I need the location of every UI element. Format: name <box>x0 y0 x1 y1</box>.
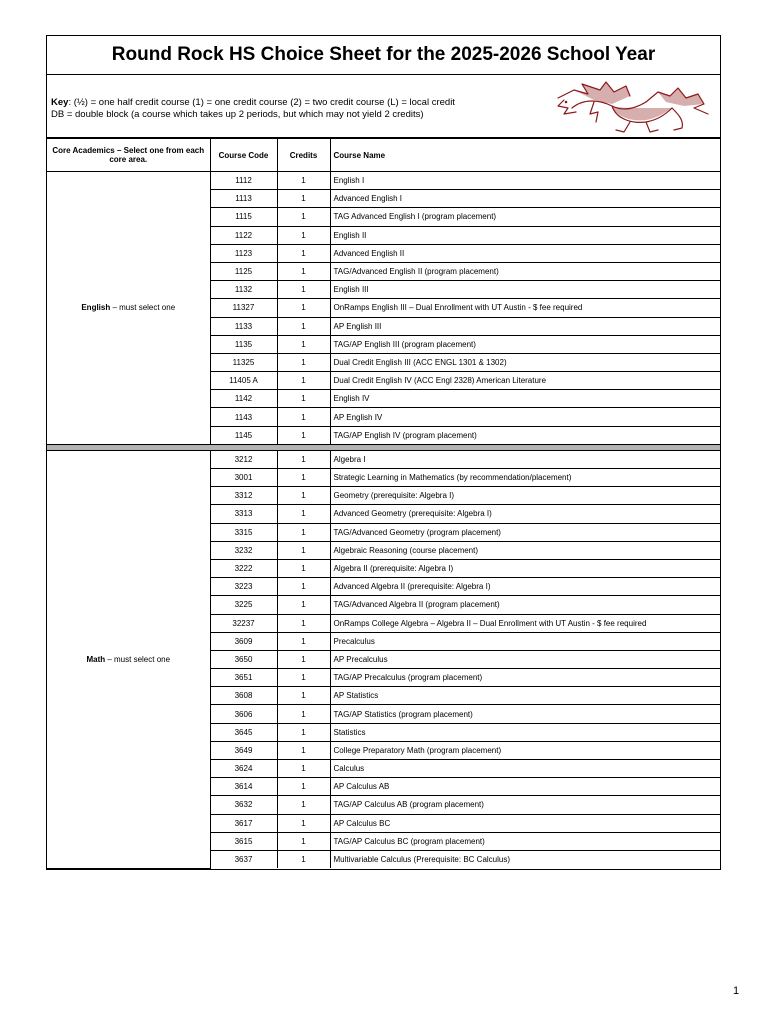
course-name: OnRamps English III – Dual Enrollment with UT Austin - $ fee required <box>330 299 720 317</box>
course-code: 3606 <box>210 705 277 723</box>
course-code: 3609 <box>210 632 277 650</box>
course-name: English IV <box>330 390 720 408</box>
course-code: 3212 <box>210 450 277 468</box>
course-name: Advanced English I <box>330 190 720 208</box>
course-code: 3615 <box>210 832 277 850</box>
course-code: 3312 <box>210 487 277 505</box>
course-name: TAG/Advanced Algebra II (program placement) <box>330 596 720 614</box>
course-name: Statistics <box>330 723 720 741</box>
key-line-1: : (½) = one half credit course (1) = one credit course (2) = two credit course (L) = local credit <box>68 97 455 108</box>
course-code: 3225 <box>210 596 277 614</box>
course-name: TAG/AP Precalculus (program placement) <box>330 669 720 687</box>
course-name: AP Calculus BC <box>330 814 720 832</box>
course-credits: 1 <box>277 832 330 850</box>
course-code: 3614 <box>210 778 277 796</box>
course-credits: 1 <box>277 632 330 650</box>
course-credits: 1 <box>277 487 330 505</box>
course-credits: 1 <box>277 390 330 408</box>
course-code: 3651 <box>210 669 277 687</box>
course-code: 3222 <box>210 559 277 577</box>
key-label: Key <box>51 97 69 108</box>
course-code: 3645 <box>210 723 277 741</box>
course-credits: 1 <box>277 208 330 226</box>
course-name: AP English III <box>330 317 720 335</box>
course-name: AP Calculus AB <box>330 778 720 796</box>
course-name: Algebra I <box>330 450 720 468</box>
course-code: 1122 <box>210 226 277 244</box>
course-name: TAG/AP Calculus AB (program placement) <box>330 796 720 814</box>
course-code: 32237 <box>210 614 277 632</box>
course-credits: 1 <box>277 669 330 687</box>
course-code: 3313 <box>210 505 277 523</box>
course-code: 3608 <box>210 687 277 705</box>
course-name: Dual Credit English IV (ACC Engl 2328) American Literature <box>330 372 720 390</box>
course-code: 1115 <box>210 208 277 226</box>
course-code: 1123 <box>210 244 277 262</box>
course-credits: 1 <box>277 760 330 778</box>
math-area-note: – must select one <box>105 654 171 664</box>
course-name: Advanced Geometry (prerequisite: Algebra I) <box>330 505 720 523</box>
course-credits: 1 <box>277 814 330 832</box>
course-credits: 1 <box>277 469 330 487</box>
course-name: Geometry (prerequisite: Algebra I) <box>330 487 720 505</box>
course-code: 3315 <box>210 523 277 541</box>
course-code: 3632 <box>210 796 277 814</box>
course-code: 11405 A <box>210 372 277 390</box>
table-row <box>47 172 720 190</box>
course-name: TAG/AP Calculus BC (program placement) <box>330 832 720 850</box>
header-course-name: Course Name <box>330 139 720 172</box>
course-credits: 1 <box>277 372 330 390</box>
course-name: AP Statistics <box>330 687 720 705</box>
course-code: 3617 <box>210 814 277 832</box>
course-code: 1132 <box>210 281 277 299</box>
course-credits: 1 <box>277 353 330 371</box>
course-name: Strategic Learning in Mathematics (by recommendation/placement) <box>330 469 720 487</box>
course-name: English I <box>330 172 720 190</box>
course-credits: 1 <box>277 614 330 632</box>
course-name: Advanced English II <box>330 244 720 262</box>
course-credits: 1 <box>277 335 330 353</box>
course-credits: 1 <box>277 596 330 614</box>
english-area-note: – must select one <box>110 303 176 313</box>
course-code: 1145 <box>210 426 277 444</box>
course-code: 3001 <box>210 469 277 487</box>
course-credits: 1 <box>277 408 330 426</box>
course-name: AP English IV <box>330 408 720 426</box>
key-row <box>47 75 720 138</box>
course-credits: 1 <box>277 299 330 317</box>
course-name: Advanced Algebra II (prerequisite: Algebra I) <box>330 578 720 596</box>
course-code: 11325 <box>210 353 277 371</box>
header-core-academics: Core Academics – Select one from each core area. <box>47 139 210 172</box>
math-area-label: Math <box>86 654 106 664</box>
course-credits: 1 <box>277 450 330 468</box>
key-legend <box>51 97 455 121</box>
course-credits: 1 <box>277 281 330 299</box>
course-credits: 1 <box>277 778 330 796</box>
page-number: 1 <box>733 985 740 997</box>
course-credits: 1 <box>277 262 330 280</box>
english-area-cell <box>47 172 210 445</box>
course-name: Dual Credit English III (ACC ENGL 1301 & 1302) <box>330 353 720 371</box>
course-code: 3232 <box>210 541 277 559</box>
course-name: College Preparatory Math (program placement) <box>330 741 720 759</box>
course-credits: 1 <box>277 190 330 208</box>
course-name: OnRamps College Algebra – Algebra II – Dual Enrollment with UT Austin - $ fee required <box>330 614 720 632</box>
course-credits: 1 <box>277 172 330 190</box>
course-credits: 1 <box>277 687 330 705</box>
course-credits: 1 <box>277 650 330 668</box>
course-credits: 1 <box>277 226 330 244</box>
course-code: 1112 <box>210 172 277 190</box>
course-code: 3624 <box>210 760 277 778</box>
course-name: TAG/AP English III (program placement) <box>330 335 720 353</box>
course-credits: 1 <box>277 505 330 523</box>
course-name: TAG Advanced English I (program placement) <box>330 208 720 226</box>
course-name: Algebraic Reasoning (course placement) <box>330 541 720 559</box>
course-code: 3650 <box>210 650 277 668</box>
course-code: 1135 <box>210 335 277 353</box>
sheet-title: Round Rock HS Choice Sheet for the 2025-2026 School Year <box>47 36 720 75</box>
course-name: Multivariable Calculus (Prerequisite: BC Calculus) <box>330 850 720 868</box>
course-credits: 1 <box>277 426 330 444</box>
course-code: 1133 <box>210 317 277 335</box>
course-table <box>47 138 720 869</box>
course-credits: 1 <box>277 244 330 262</box>
math-area-cell <box>47 450 210 868</box>
course-code: 3637 <box>210 850 277 868</box>
course-name: TAG/AP Statistics (program placement) <box>330 705 720 723</box>
course-credits: 1 <box>277 317 330 335</box>
course-credits: 1 <box>277 559 330 577</box>
course-code: 1143 <box>210 408 277 426</box>
course-credits: 1 <box>277 578 330 596</box>
course-name: TAG/Advanced English II (program placement) <box>330 262 720 280</box>
course-credits: 1 <box>277 541 330 559</box>
course-credits: 1 <box>277 741 330 759</box>
course-credits: 1 <box>277 796 330 814</box>
dragon-logo-icon <box>554 78 714 134</box>
course-credits: 1 <box>277 723 330 741</box>
course-code: 3223 <box>210 578 277 596</box>
course-name: AP Precalculus <box>330 650 720 668</box>
course-code: 1142 <box>210 390 277 408</box>
course-name: Precalculus <box>330 632 720 650</box>
header-course-code: Course Code <box>210 139 277 172</box>
choice-sheet <box>46 35 721 870</box>
course-credits: 1 <box>277 850 330 868</box>
course-code: 3649 <box>210 741 277 759</box>
course-name: TAG/Advanced Geometry (program placement) <box>330 523 720 541</box>
course-code: 1113 <box>210 190 277 208</box>
key-line-2: DB = double block (a course which takes up 2 periods, but which may not yield 2 credits) <box>51 109 424 120</box>
course-credits: 1 <box>277 523 330 541</box>
table-header-row <box>47 139 720 172</box>
course-name: Calculus <box>330 760 720 778</box>
header-credits: Credits <box>277 139 330 172</box>
course-table-body <box>47 172 720 869</box>
course-code: 11327 <box>210 299 277 317</box>
course-name: English III <box>330 281 720 299</box>
course-name: Algebra II (prerequisite: Algebra I) <box>330 559 720 577</box>
course-name: English II <box>330 226 720 244</box>
course-credits: 1 <box>277 705 330 723</box>
table-row <box>47 450 720 468</box>
course-name: TAG/AP English IV (program placement) <box>330 426 720 444</box>
course-code: 1125 <box>210 262 277 280</box>
english-area-label: English <box>81 303 111 313</box>
